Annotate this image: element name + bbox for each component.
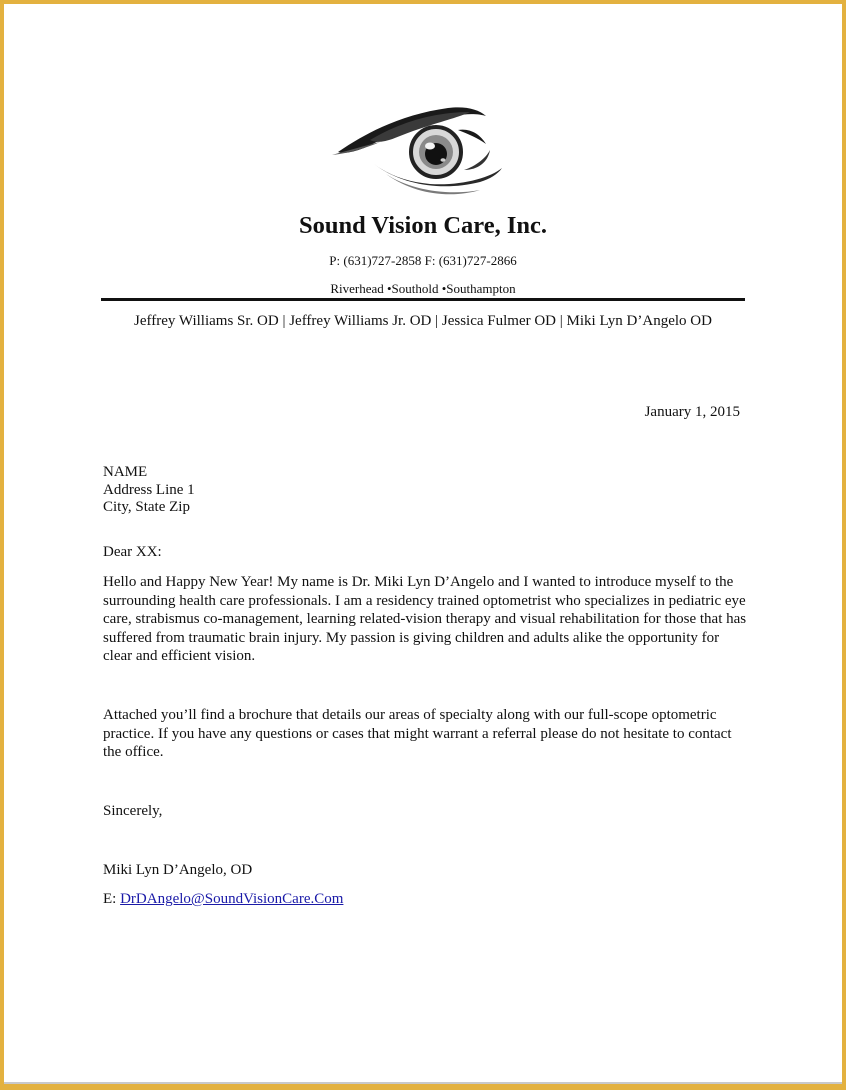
office-locations: Riverhead •Southold •Southampton <box>330 281 516 296</box>
letterhead-divider <box>101 298 745 301</box>
company-name: Sound Vision Care, Inc. <box>298 212 548 239</box>
closing: Sincerely, <box>103 803 163 819</box>
body-paragraph: Hello and Happy New Year! My name is Dr. Miki Lyn D’Angelo and I wanted to introduce myself to the surrounding health care professionals. I am a residency trained optometrist who specializes in pediatric eye care, strabismus co-management, learning related-vision therapy and visual rehabilitation for those that has suffered from traumatic brain injury. My passion is giving children and adults alike the opportunity for clear and efficient vision. <box>103 574 747 664</box>
phone-fax-line: P: (631)727-2858 F: (631)727-2866 <box>329 253 517 268</box>
recipient-city-state-zip: City, State Zip <box>103 499 190 515</box>
salutation: Dear XX: <box>103 544 162 560</box>
recipient-address: Address Line 1 <box>103 482 195 498</box>
letter-date: January 1, 2015 <box>644 404 740 420</box>
eye-logo-icon <box>330 100 510 202</box>
signer-name: Miki Lyn D’Angelo, OD <box>103 862 253 878</box>
email-link[interactable]: DrDAngelo@SoundVisionCare.Com <box>120 891 344 907</box>
doctors-list: Jeffrey Williams Sr. OD | Jeffrey Williams Jr. OD | Jessica Fulmer OD | Miki Lyn D’Angelo OD <box>134 313 712 329</box>
body-paragraph: Attached you’ll find a brochure that details our areas of specialty along with our full-scope optometric practice. If you have any questions or cases that might warrant a referral please do not hesitate to contact the office. <box>103 707 732 760</box>
email-prefix: E: <box>103 891 121 907</box>
email-line <box>103 890 753 909</box>
recipient-name: NAME <box>103 464 148 480</box>
